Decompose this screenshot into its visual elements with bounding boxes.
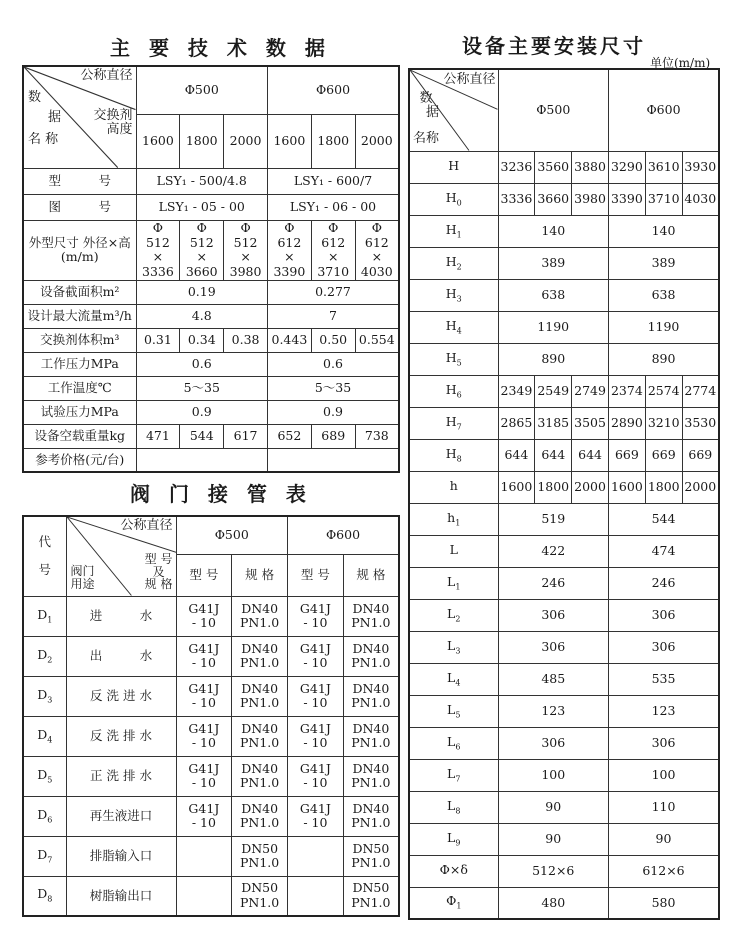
valve-code: $D_7$ — [23, 836, 66, 876]
value-cell: 389 — [608, 247, 719, 279]
valve-usage: 树脂输出口 — [66, 876, 176, 916]
value-cell: 669 — [608, 439, 645, 471]
value-cell: G41J - 10 — [288, 676, 344, 716]
table-row — [23, 836, 399, 876]
table-row — [409, 663, 719, 695]
value-cell: 306 — [498, 727, 608, 759]
value-cell: Φ 612 × 3390 — [267, 220, 311, 280]
value-cell: 544 — [180, 424, 224, 448]
table-row — [23, 676, 399, 716]
row-label: 设备截面积m² — [23, 280, 136, 304]
dimension-symbol: $H_7$ — [409, 407, 498, 439]
dimension-symbol: $L_7$ — [409, 759, 498, 791]
table-row — [23, 304, 399, 328]
valve-usage: 反 洗 进 水 — [66, 676, 176, 716]
diagonal-header — [23, 66, 136, 168]
dimension-symbol: $H_8$ — [409, 439, 498, 471]
value-cell: 638 — [498, 279, 608, 311]
height-cell: 1800 — [180, 114, 224, 168]
dimension-symbol: h — [409, 471, 498, 503]
install-title: 设备主要安装尺寸 — [462, 34, 646, 58]
table-row — [23, 796, 399, 836]
value-cell: 0.554 — [355, 328, 399, 352]
table-row — [409, 407, 719, 439]
table-row — [409, 183, 719, 215]
valve-code: $D_1$ — [23, 596, 66, 636]
valve-usage: 出 水 — [66, 636, 176, 676]
row-label: 设计最大流量m³/h — [23, 304, 136, 328]
table-row — [409, 599, 719, 631]
col-d600: Φ600 — [288, 516, 400, 554]
value-cell: 110 — [608, 791, 719, 823]
value-cell — [288, 836, 344, 876]
value-cell: 306 — [498, 599, 608, 631]
dimension-symbol: $L_2$ — [409, 599, 498, 631]
dimension-symbol: $L_5$ — [409, 695, 498, 727]
value-cell: 0.50 — [311, 328, 355, 352]
value-cell: 580 — [608, 887, 719, 919]
value-cell: 1190 — [608, 311, 719, 343]
table-row — [409, 759, 719, 791]
value-cell: G41J - 10 — [176, 756, 232, 796]
height-cell: 1600 — [136, 114, 180, 168]
value-cell: 3560 — [535, 151, 572, 183]
dimension-symbol: $H_1$ — [409, 215, 498, 247]
valve-code: $D_3$ — [23, 676, 66, 716]
table-row — [409, 823, 719, 855]
value-cell: Φ 612 × 4030 — [355, 220, 399, 280]
value-cell: G41J - 10 — [176, 716, 232, 756]
table-row — [23, 424, 399, 448]
value-cell: 100 — [498, 759, 608, 791]
value-cell: 644 — [535, 439, 572, 471]
header-data: 数 — [28, 90, 42, 105]
value-cell: 0.6 — [136, 352, 267, 376]
table-row — [409, 887, 719, 919]
value-cell — [136, 448, 267, 472]
value-cell: 1600 — [498, 471, 535, 503]
value-cell: 123 — [608, 695, 719, 727]
value-cell: 2865 — [498, 407, 535, 439]
value-cell: 689 — [311, 424, 355, 448]
valve-code: $D_4$ — [23, 716, 66, 756]
value-cell: 3290 — [608, 151, 645, 183]
value-cell: 1800 — [535, 471, 572, 503]
value-cell: 669 — [682, 439, 719, 471]
value-cell: 0.38 — [224, 328, 268, 352]
value-cell: DN40 PN1.0 — [232, 676, 288, 716]
table-row — [409, 535, 719, 567]
value-cell: 90 — [498, 823, 608, 855]
value-cell: 3980 — [572, 183, 609, 215]
header-diameter: 公称直径 — [443, 72, 496, 87]
table-row — [409, 503, 719, 535]
main-tech-table — [22, 65, 400, 473]
unit-label: 单位(m/m) — [650, 56, 711, 70]
dimension-symbol: $L_6$ — [409, 727, 498, 759]
value-cell: G41J - 10 — [176, 596, 232, 636]
value-cell: 535 — [608, 663, 719, 695]
header-type-spec: 型 号 及 规 格 — [144, 552, 173, 592]
value-cell — [267, 448, 399, 472]
table-row — [23, 220, 399, 280]
value-cell: 0.19 — [136, 280, 267, 304]
table-row — [23, 376, 399, 400]
value-cell: DN40 PN1.0 — [343, 596, 399, 636]
dimension-symbol: $H_0$ — [409, 183, 498, 215]
value-cell: 2374 — [608, 375, 645, 407]
value-cell: 474 — [608, 535, 719, 567]
row-label: 参考价格(元/台) — [23, 448, 136, 472]
dimension-symbol: L — [409, 535, 498, 567]
subcol-header: 型 号 — [288, 554, 344, 596]
value-cell: 738 — [355, 424, 399, 448]
value-cell: Φ 512 × 3336 — [136, 220, 180, 280]
table-row — [409, 727, 719, 759]
valve-code: $D_8$ — [23, 876, 66, 916]
value-cell: 4.8 — [136, 304, 267, 328]
value-cell: 246 — [498, 567, 608, 599]
valve-usage: 再生液进口 — [66, 796, 176, 836]
value-cell: 544 — [608, 503, 719, 535]
dimension-symbol: $L_3$ — [409, 631, 498, 663]
value-cell: DN40 PN1.0 — [232, 796, 288, 836]
value-cell: 422 — [498, 535, 608, 567]
header-height: 交换剂 高度 — [93, 108, 133, 137]
value-cell: 617 — [224, 424, 268, 448]
col-d600: Φ600 — [267, 66, 399, 114]
row-label: 图 号 — [23, 194, 136, 220]
height-cell: 2000 — [355, 114, 399, 168]
value-cell: G41J - 10 — [288, 596, 344, 636]
header-name: 名称 — [413, 131, 440, 146]
height-cell: 1800 — [311, 114, 355, 168]
dimension-symbol: $H_2$ — [409, 247, 498, 279]
value-cell: 3880 — [572, 151, 609, 183]
dimension-symbol: $H_3$ — [409, 279, 498, 311]
table-row — [409, 311, 719, 343]
value-cell: 0.9 — [136, 400, 267, 424]
value-cell: 485 — [498, 663, 608, 695]
value-cell: 7 — [267, 304, 399, 328]
value-cell: DN50 PN1.0 — [232, 876, 288, 916]
value-cell: 612×6 — [608, 855, 719, 887]
table-row — [409, 695, 719, 727]
diagonal-header — [409, 69, 498, 151]
row-label: 交换剂体积m³ — [23, 328, 136, 352]
dimension-symbol: $H_5$ — [409, 343, 498, 375]
table-row — [23, 448, 399, 472]
value-cell: 0.443 — [267, 328, 311, 352]
row-label: 工作温度℃ — [23, 376, 136, 400]
value-cell: 4030 — [682, 183, 719, 215]
value-cell: 90 — [498, 791, 608, 823]
value-cell — [288, 876, 344, 916]
table-row — [23, 716, 399, 756]
header-data: 数 据 — [419, 91, 440, 120]
height-cell: 2000 — [224, 114, 268, 168]
row-label: 试验压力MPa — [23, 400, 136, 424]
value-cell: Φ 512 × 3660 — [180, 220, 224, 280]
value-cell: 480 — [498, 887, 608, 919]
dimension-symbol: $L_8$ — [409, 791, 498, 823]
value-cell: 3236 — [498, 151, 535, 183]
value-cell: 1600 — [608, 471, 645, 503]
value-cell: 5～35 — [267, 376, 399, 400]
subcol-header: 规 格 — [343, 554, 399, 596]
value-cell: DN50 PN1.0 — [343, 836, 399, 876]
dimension-symbol: $H_6$ — [409, 375, 498, 407]
value-cell: 890 — [498, 343, 608, 375]
value-cell: DN50 PN1.0 — [232, 836, 288, 876]
header-usage: 阀门 用途 — [70, 564, 95, 591]
dimension-symbol: $L_9$ — [409, 823, 498, 855]
row-label: 型 号 — [23, 168, 136, 194]
table-row — [23, 400, 399, 424]
value-cell: 2774 — [682, 375, 719, 407]
value-cell — [176, 876, 232, 916]
value-cell: 140 — [608, 215, 719, 247]
row-label: 外型尺寸 外径×高 (m/m) — [23, 220, 136, 280]
subcol-header: 型 号 — [176, 554, 232, 596]
table-row — [409, 631, 719, 663]
table-row — [409, 791, 719, 823]
value-cell: 471 — [136, 424, 180, 448]
value-cell: 2574 — [645, 375, 682, 407]
value-cell: G41J - 10 — [176, 636, 232, 676]
value-cell: 3660 — [535, 183, 572, 215]
value-cell: 0.6 — [267, 352, 399, 376]
table-row — [23, 168, 399, 194]
header-data: 据 — [48, 110, 62, 125]
value-cell: 306 — [608, 727, 719, 759]
height-cell: 1600 — [267, 114, 311, 168]
value-cell: 644 — [498, 439, 535, 471]
col-d500: Φ500 — [176, 516, 288, 554]
value-cell: 2749 — [572, 375, 609, 407]
value-cell: 2549 — [535, 375, 572, 407]
value-cell: G41J - 10 — [288, 636, 344, 676]
value-cell: Φ 512 × 3980 — [224, 220, 268, 280]
value-cell: DN40 PN1.0 — [232, 636, 288, 676]
value-cell: 306 — [608, 631, 719, 663]
table-row — [23, 280, 399, 304]
table-row — [409, 471, 719, 503]
col-d500: Φ500 — [136, 66, 267, 114]
value-cell: LSY₁ - 500/4.8 — [136, 168, 267, 194]
header-diameter: 公称直径 — [80, 68, 133, 83]
value-cell: G41J - 10 — [176, 796, 232, 836]
dimension-symbol: H — [409, 151, 498, 183]
value-cell: LSY₁ - 06 - 00 — [267, 194, 399, 220]
valve-usage: 正 洗 排 水 — [66, 756, 176, 796]
dimension-symbol: $H_4$ — [409, 311, 498, 343]
value-cell: 652 — [267, 424, 311, 448]
table-row — [409, 855, 719, 887]
value-cell: 3930 — [682, 151, 719, 183]
value-cell: 1190 — [498, 311, 608, 343]
value-cell: 2349 — [498, 375, 535, 407]
value-cell: 123 — [498, 695, 608, 727]
header-diameter: 公称直径 — [120, 518, 173, 533]
col-d500: Φ500 — [498, 69, 608, 151]
value-cell: DN40 PN1.0 — [343, 716, 399, 756]
value-cell: 1800 — [645, 471, 682, 503]
value-cell: 512×6 — [498, 855, 608, 887]
value-cell: 3336 — [498, 183, 535, 215]
value-cell: 3210 — [645, 407, 682, 439]
install-table — [408, 68, 720, 920]
table-row — [23, 876, 399, 916]
value-cell: 3530 — [682, 407, 719, 439]
table-row — [409, 215, 719, 247]
value-cell: DN50 PN1.0 — [343, 876, 399, 916]
dimension-symbol: Φ×δ — [409, 855, 498, 887]
value-cell: 389 — [498, 247, 608, 279]
row-label: 设备空载重量kg — [23, 424, 136, 448]
value-cell: 638 — [608, 279, 719, 311]
diagonal-header — [66, 516, 176, 596]
value-cell: 669 — [645, 439, 682, 471]
value-cell: DN40 PN1.0 — [343, 676, 399, 716]
value-cell: G41J - 10 — [288, 796, 344, 836]
dimension-symbol: $\Phi_1$ — [409, 887, 498, 919]
value-cell: G41J - 10 — [288, 756, 344, 796]
value-cell: LSY₁ - 600/7 — [267, 168, 399, 194]
header-code: 代 号 — [23, 516, 66, 596]
value-cell: 0.9 — [267, 400, 399, 424]
table-row — [409, 279, 719, 311]
value-cell: LSY₁ - 05 - 00 — [136, 194, 267, 220]
value-cell: 246 — [608, 567, 719, 599]
valve-code: $D_5$ — [23, 756, 66, 796]
table-row — [409, 151, 719, 183]
table-row — [409, 247, 719, 279]
value-cell: DN40 PN1.0 — [232, 596, 288, 636]
table-row — [23, 596, 399, 636]
valve-usage: 排脂输入口 — [66, 836, 176, 876]
value-cell: DN40 PN1.0 — [232, 716, 288, 756]
dimension-symbol: $L_4$ — [409, 663, 498, 695]
main-tech-title: 主 要 技 术 数 据 — [110, 36, 331, 60]
table-row — [23, 194, 399, 220]
dimension-symbol: $h_1$ — [409, 503, 498, 535]
table-row — [23, 636, 399, 676]
value-cell: 3710 — [645, 183, 682, 215]
value-cell: Φ 612 × 3710 — [311, 220, 355, 280]
value-cell: 5～35 — [136, 376, 267, 400]
value-cell: DN40 PN1.0 — [343, 796, 399, 836]
value-cell: 890 — [608, 343, 719, 375]
table-row — [409, 439, 719, 471]
value-cell: 140 — [498, 215, 608, 247]
value-cell: 3390 — [608, 183, 645, 215]
value-cell: G41J - 10 — [288, 716, 344, 756]
value-cell: 0.31 — [136, 328, 180, 352]
value-cell: DN40 PN1.0 — [343, 756, 399, 796]
value-cell: DN40 PN1.0 — [343, 636, 399, 676]
value-cell: 3185 — [535, 407, 572, 439]
dimension-symbol: $L_1$ — [409, 567, 498, 599]
value-cell: DN40 PN1.0 — [232, 756, 288, 796]
table-row — [23, 328, 399, 352]
subcol-header: 规 格 — [232, 554, 288, 596]
value-cell: 306 — [498, 631, 608, 663]
value-cell: 3610 — [645, 151, 682, 183]
table-row — [23, 352, 399, 376]
valve-usage: 进 水 — [66, 596, 176, 636]
value-cell: 2000 — [682, 471, 719, 503]
value-cell — [176, 836, 232, 876]
valve-code: $D_2$ — [23, 636, 66, 676]
value-cell: 519 — [498, 503, 608, 535]
table-row — [409, 343, 719, 375]
value-cell: 2890 — [608, 407, 645, 439]
value-cell: 2000 — [572, 471, 609, 503]
col-d600: Φ600 — [608, 69, 719, 151]
valve-table — [22, 515, 400, 917]
header-name: 名 称 — [28, 132, 59, 147]
value-cell: 3505 — [572, 407, 609, 439]
value-cell: 644 — [572, 439, 609, 471]
value-cell: 100 — [608, 759, 719, 791]
value-cell: 90 — [608, 823, 719, 855]
table-row — [23, 756, 399, 796]
valve-code: $D_6$ — [23, 796, 66, 836]
table-row — [409, 567, 719, 599]
value-cell: 0.34 — [180, 328, 224, 352]
value-cell: G41J - 10 — [176, 676, 232, 716]
row-label: 工作压力MPa — [23, 352, 136, 376]
valve-title: 阀 门 接 管 表 — [130, 482, 312, 506]
value-cell: 306 — [608, 599, 719, 631]
value-cell: 0.277 — [267, 280, 399, 304]
table-row — [409, 375, 719, 407]
valve-usage: 反 洗 排 水 — [66, 716, 176, 756]
